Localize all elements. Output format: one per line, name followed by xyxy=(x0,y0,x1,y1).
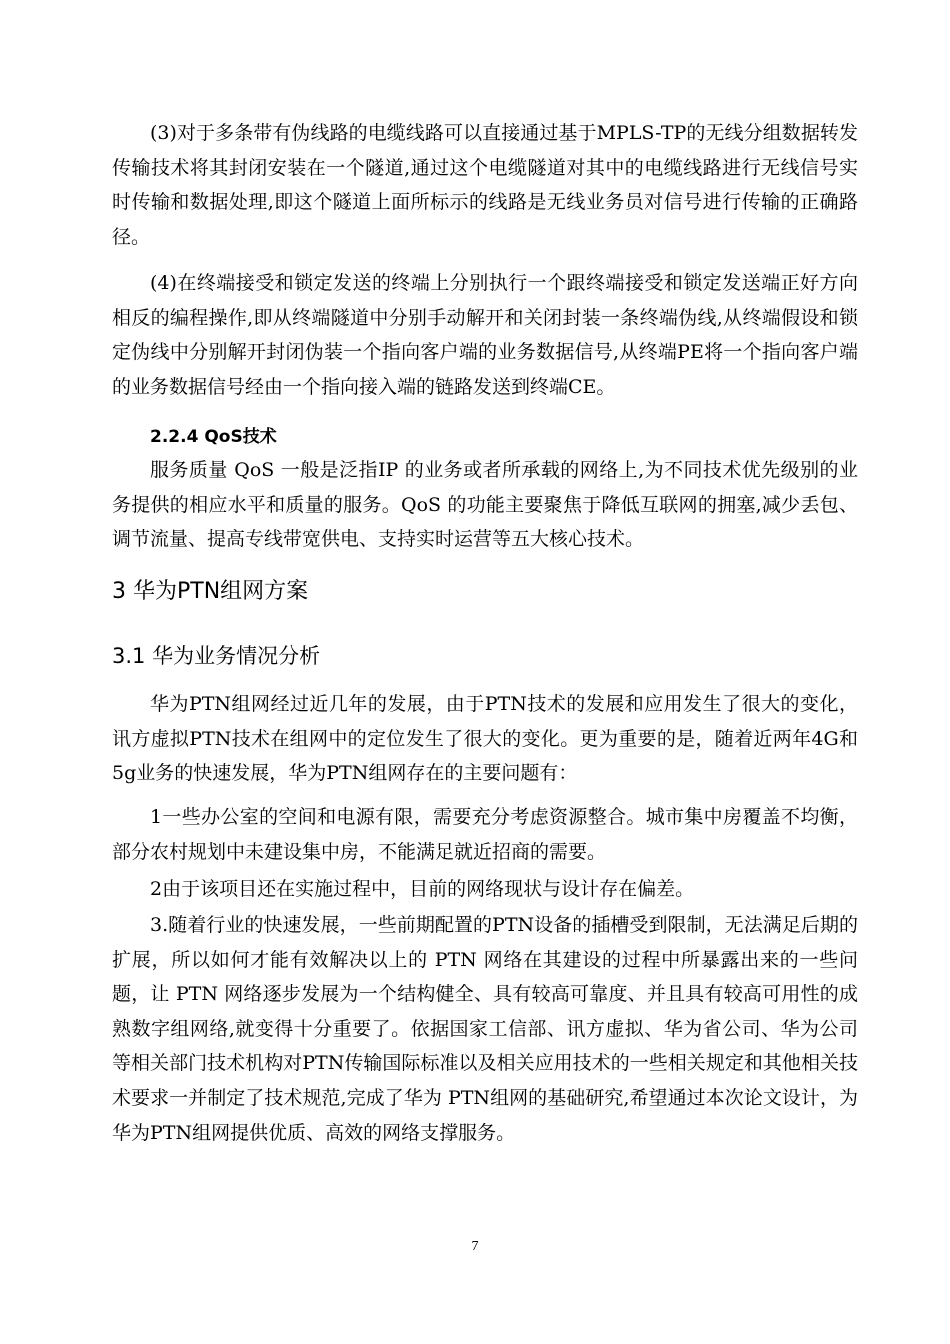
subsection-heading-qos: 2.2.4 QoS技术 xyxy=(150,427,277,447)
paragraph-terminal-operation: (4)在终端接受和锁定发送的终端上分别执行一个跟终端接受和锁定发送端正好方向相反的编程操作,即从终端隧道中分别手动解开和关闭封装一条终端伪线,从终端假设和锁定伪线中分别解开封闭伪装一个指向客户端的业务数据信号,从终端PE将一个指向客户端的业务数据信号经由一个指向接入端的链路发送到终端CE。 xyxy=(112,272,858,398)
page-number: 7 xyxy=(471,1239,479,1254)
chapter-heading: 3 华为PTN组网方案 xyxy=(112,579,309,604)
paragraph-mpls-tunnel: (3)对于多条带有伪线路的电缆线路可以直接通过基于MPLS-TP的无线分组数据转发传输技术将其封闭安装在一个隧道,通过这个电缆隧道对其中的电缆线路进行无线信号实时传输和数据处理,即这个隧道上面所标示的线路是无线业务员对信号进行传输的正确路径。 xyxy=(112,122,858,248)
section-heading: 3.1 华为业务情况分析 xyxy=(112,644,321,668)
paragraph-intro: 华为PTN组网经过近几年的发展，由于PTN技术的发展和应用发生了很大的变化，讯方虚拟PTN技术在组网中的定位发生了很大的变化。更为重要的是，随着近两年4G和5g业务的快速发展，华为PTN组网存在的主要问题有： xyxy=(112,693,858,785)
paragraph-qos: 服务质量 QoS 一般是泛指IP 的业务或者所承载的网络上,为不同技术优先级别的业务提供的相应水平和质量的服务。QoS 的功能主要聚焦于降低互联网的拥塞,减少丢包、调节流量、提高专线带宽供电、支持实时运营等五大核心技术。 xyxy=(112,459,858,551)
list-item-1: 1一些办公室的空间和电源有限，需要充分考虑资源整合。城市集中房覆盖不均衡，部分农村规划中未建设集中房，不能满足就近招商的需要。 xyxy=(112,806,858,863)
list-item-2: 2由于该项目还在实施过程中，目前的网络现状与设计存在偏差。 xyxy=(150,878,695,900)
list-item-3: 3.随着行业的快速发展，一些前期配置的PTN设备的插槽受到限制，无法满足后期的扩展，所以如何才能有效解决以上的 PTN 网络在其建设的过程中所暴露出来的一些问题，让 PTN 网络逐步发展为一个结构健全、具有较高可靠度、并且具有较高可用性的成熟数字组网络,就变得十分重要了。依据国家工信部、讯方虚拟、华为省公司、华为公司等相关部门技术机构对PTN传输国际标准以及相关应用技术的一些相关规定和其他相关技术要求一并制定了技术规范,完成了华为 PTN组网的基础研究,希望通过本次论文设计，为华为PTN组网提供优质、高效的网络支撑服务。 xyxy=(112,914,858,1144)
